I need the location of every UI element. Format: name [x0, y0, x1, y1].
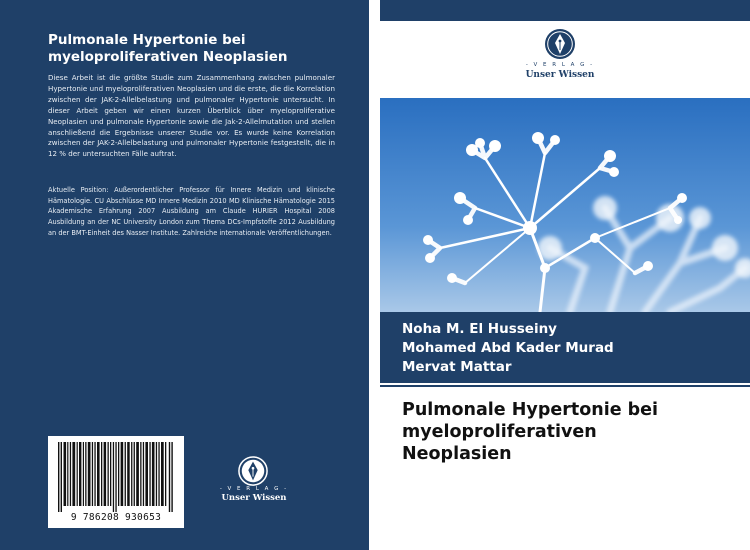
front-logo-verlag: - V E R L A G - [525, 62, 595, 68]
isbn-digits: 9 786208 930653 [70, 512, 162, 523]
back-logo-verlag: - V E R L A G - [219, 486, 289, 492]
front-logo-name: Unser Wissen [525, 70, 595, 80]
back-cover [0, 0, 369, 550]
back-title-line-2: myeloproliferativen Neoplasien [48, 49, 288, 65]
book-blurb: Diese Arbeit ist die größte Studie zum Zusammenhang zwischen pulmonaler Hypertonie und myeloproliferativen Neoplasien und die erste, die die Korrelation zwischen der JAK-2-Allelbelastung und pulmonaler Hypertonie untersucht. In dieser Arbeit geben wir einen kurzen Überblick über myeloproliferative Neoplasien und pulmonale Hypertonie sowie die Jak-2-Allelmutation und stellen anschließend die Ergebnisse unserer Studie vor. Es wurde keine Korrelation zwischen der JAK-2-Allelbelastung und pulmonaler Hypertonie festgestellt, die in 12 % der untersuchten Fälle auftrat. [48, 73, 335, 159]
fountain-pen-emblem-icon [238, 456, 268, 486]
title-divider [380, 385, 750, 387]
author-name-2: Mohamed Abd Kader Murad [402, 340, 614, 356]
front-title-line-2: myeloproliferativen [402, 422, 597, 442]
front-title-line-3: Neoplasien [402, 444, 512, 464]
authors-panel [380, 312, 750, 383]
back-publisher-logo [216, 456, 292, 506]
fountain-pen-emblem-icon [544, 28, 576, 60]
front-top-bar [380, 0, 750, 21]
spine [369, 0, 380, 550]
back-title-line-1: Pulmonale Hypertonie bei [48, 32, 246, 48]
front-cover [380, 0, 750, 550]
back-cover-title [48, 32, 348, 66]
frosted-plant-photo [380, 98, 750, 312]
author-name-1: Noha M. El Husseiny [402, 321, 557, 337]
isbn-barcode [48, 436, 184, 528]
barcode-bars [48, 436, 184, 514]
author-name-3: Mervat Mattar [402, 359, 512, 375]
author-bio: Aktuelle Position: Außerordentlicher Professor für Innere Medizin und klinische Hämatologie. CU Abschlüsse MD Innere Medizin 2010 MD Klinische Hämatologie 2015 Akademische Erfahrung 2007 Ausbildung am Claude HURIER Hospital 2008 Ausbildung an der NC University London zum Thema DCs-Impfstoffe 2012 Ausbildung an der BMT-Einheit des Nasser Institute. Zahlreiche internationale Veröffentlichungen. [48, 186, 335, 237]
back-logo-name: Unser Wissen [221, 493, 287, 503]
front-cover-title [402, 399, 742, 465]
front-title-line-1: Pulmonale Hypertonie bei [402, 400, 659, 420]
front-publisher-logo [520, 28, 600, 84]
